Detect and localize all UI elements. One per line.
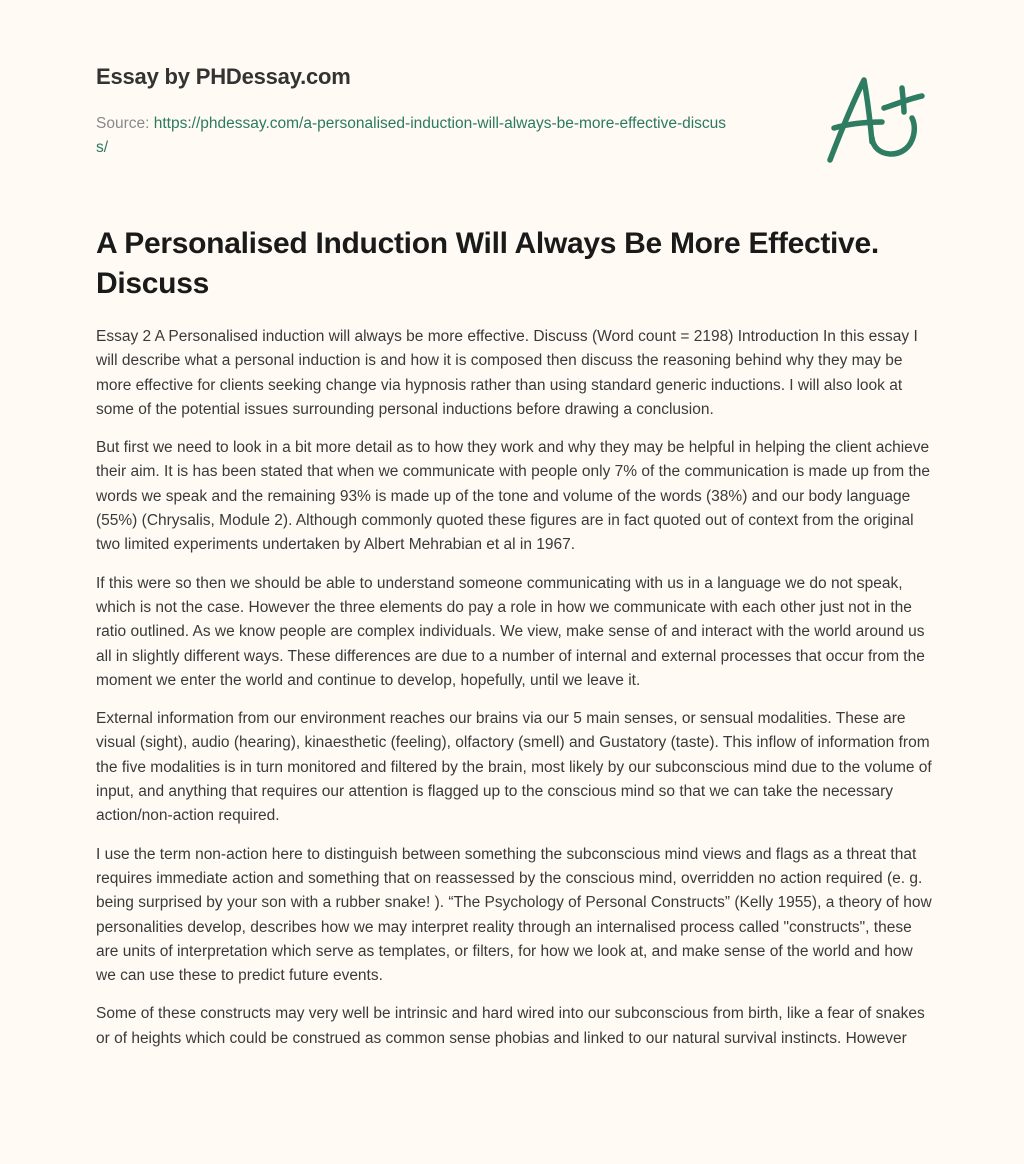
site-brand: Essay by PHDessay.com [96,64,351,89]
paragraph-5: I use the term non-action here to distinguish between something the subconscious mind views and flags as a threat that requires immediate action and something that on reassessed by the conscious mind, overridden no action required (e. g. being surprised by your son with a rubber snake! ). “The Psychology of Personal Constructs” (Kelly 1955), a theory of how personalities develop, describes how we may interpret reality through an internalised process called "constructs", these are units of interpretation which serve as templates, or filters, for how we look at, and make sense of the world and how we can use these to predict future events. [96,845,932,985]
source-line [96,112,736,160]
source-label: Source: [96,115,154,132]
paragraph-6: Some of these constructs may very well be intrinsic and hard wired into our subconscious from birth, like a fear of snakes or of heights which could be construed as common sense phobias and linked to our natural survival instincts. However [96,1005,925,1047]
paragraph-1: Essay 2 A Personalised induction will always be more effective. Discuss (Word count = 2198) Introduction In this essay I will describe what a personal induction is and how it is composed then discuss the reasoning behind why they may be more effective for clients seeking change via hypnosis rather than using standard generic inductions. I will also look at some of the potential issues surrounding personal inductions before drawing a conclusion. [96,328,918,418]
paragraph-3: If this were so then we should be able to understand someone communicating with us in a language we do not speak, which is not the case. However the three elements do pay a role in how we communicate with each other just not in the ratio outlined. As we know people are complex individuals. We view, make sense of and interact with the world around us all in slightly different ways. These differences are due to a number of internal and external processes that occur from the moment we enter the world and continue to develop, hopefully, until we leave it. [96,574,925,689]
page-header [0,0,1024,200]
source-link[interactable]: https://phdessay.com/a-personalised-induction-will-always-be-more-effective-discuss/ [96,115,727,156]
paragraph-4: External information from our environment reaches our brains via our 5 main senses, or sensual modalities. These are visual (sight), audio (hearing), kinaesthetic (feeling), olfactory (smell) and Gustatory (taste). This inflow of information from the five modalities is in turn monitored and filtered by the brain, most likely by our subconscious mind due to the volume of input, and anything that requires our attention is flagged up to the conscious mind so that we can take the necessary action/non-action required. [96,710,932,825]
article-title: A Personalised Induction Will Always Be More Effective. Discuss [96,227,879,300]
paragraph-2: But first we need to look in a bit more detail as to how they work and why they may be helpful in helping the client achieve their aim. It is has been stated that when we communicate with people only 7% of the communication is made up from the words we speak and the remaining 93% is made up of the tone and volume of the words (38%) and our body language (55%) (Chrysalis, Module 2). Although commonly quoted these figures are in fact quoted out of context from the original two limited experiments undertaken by Albert Mehrabian et al in 1967. [96,439,930,554]
article-body [96,325,932,1065]
a-plus-grade-icon [822,68,926,164]
